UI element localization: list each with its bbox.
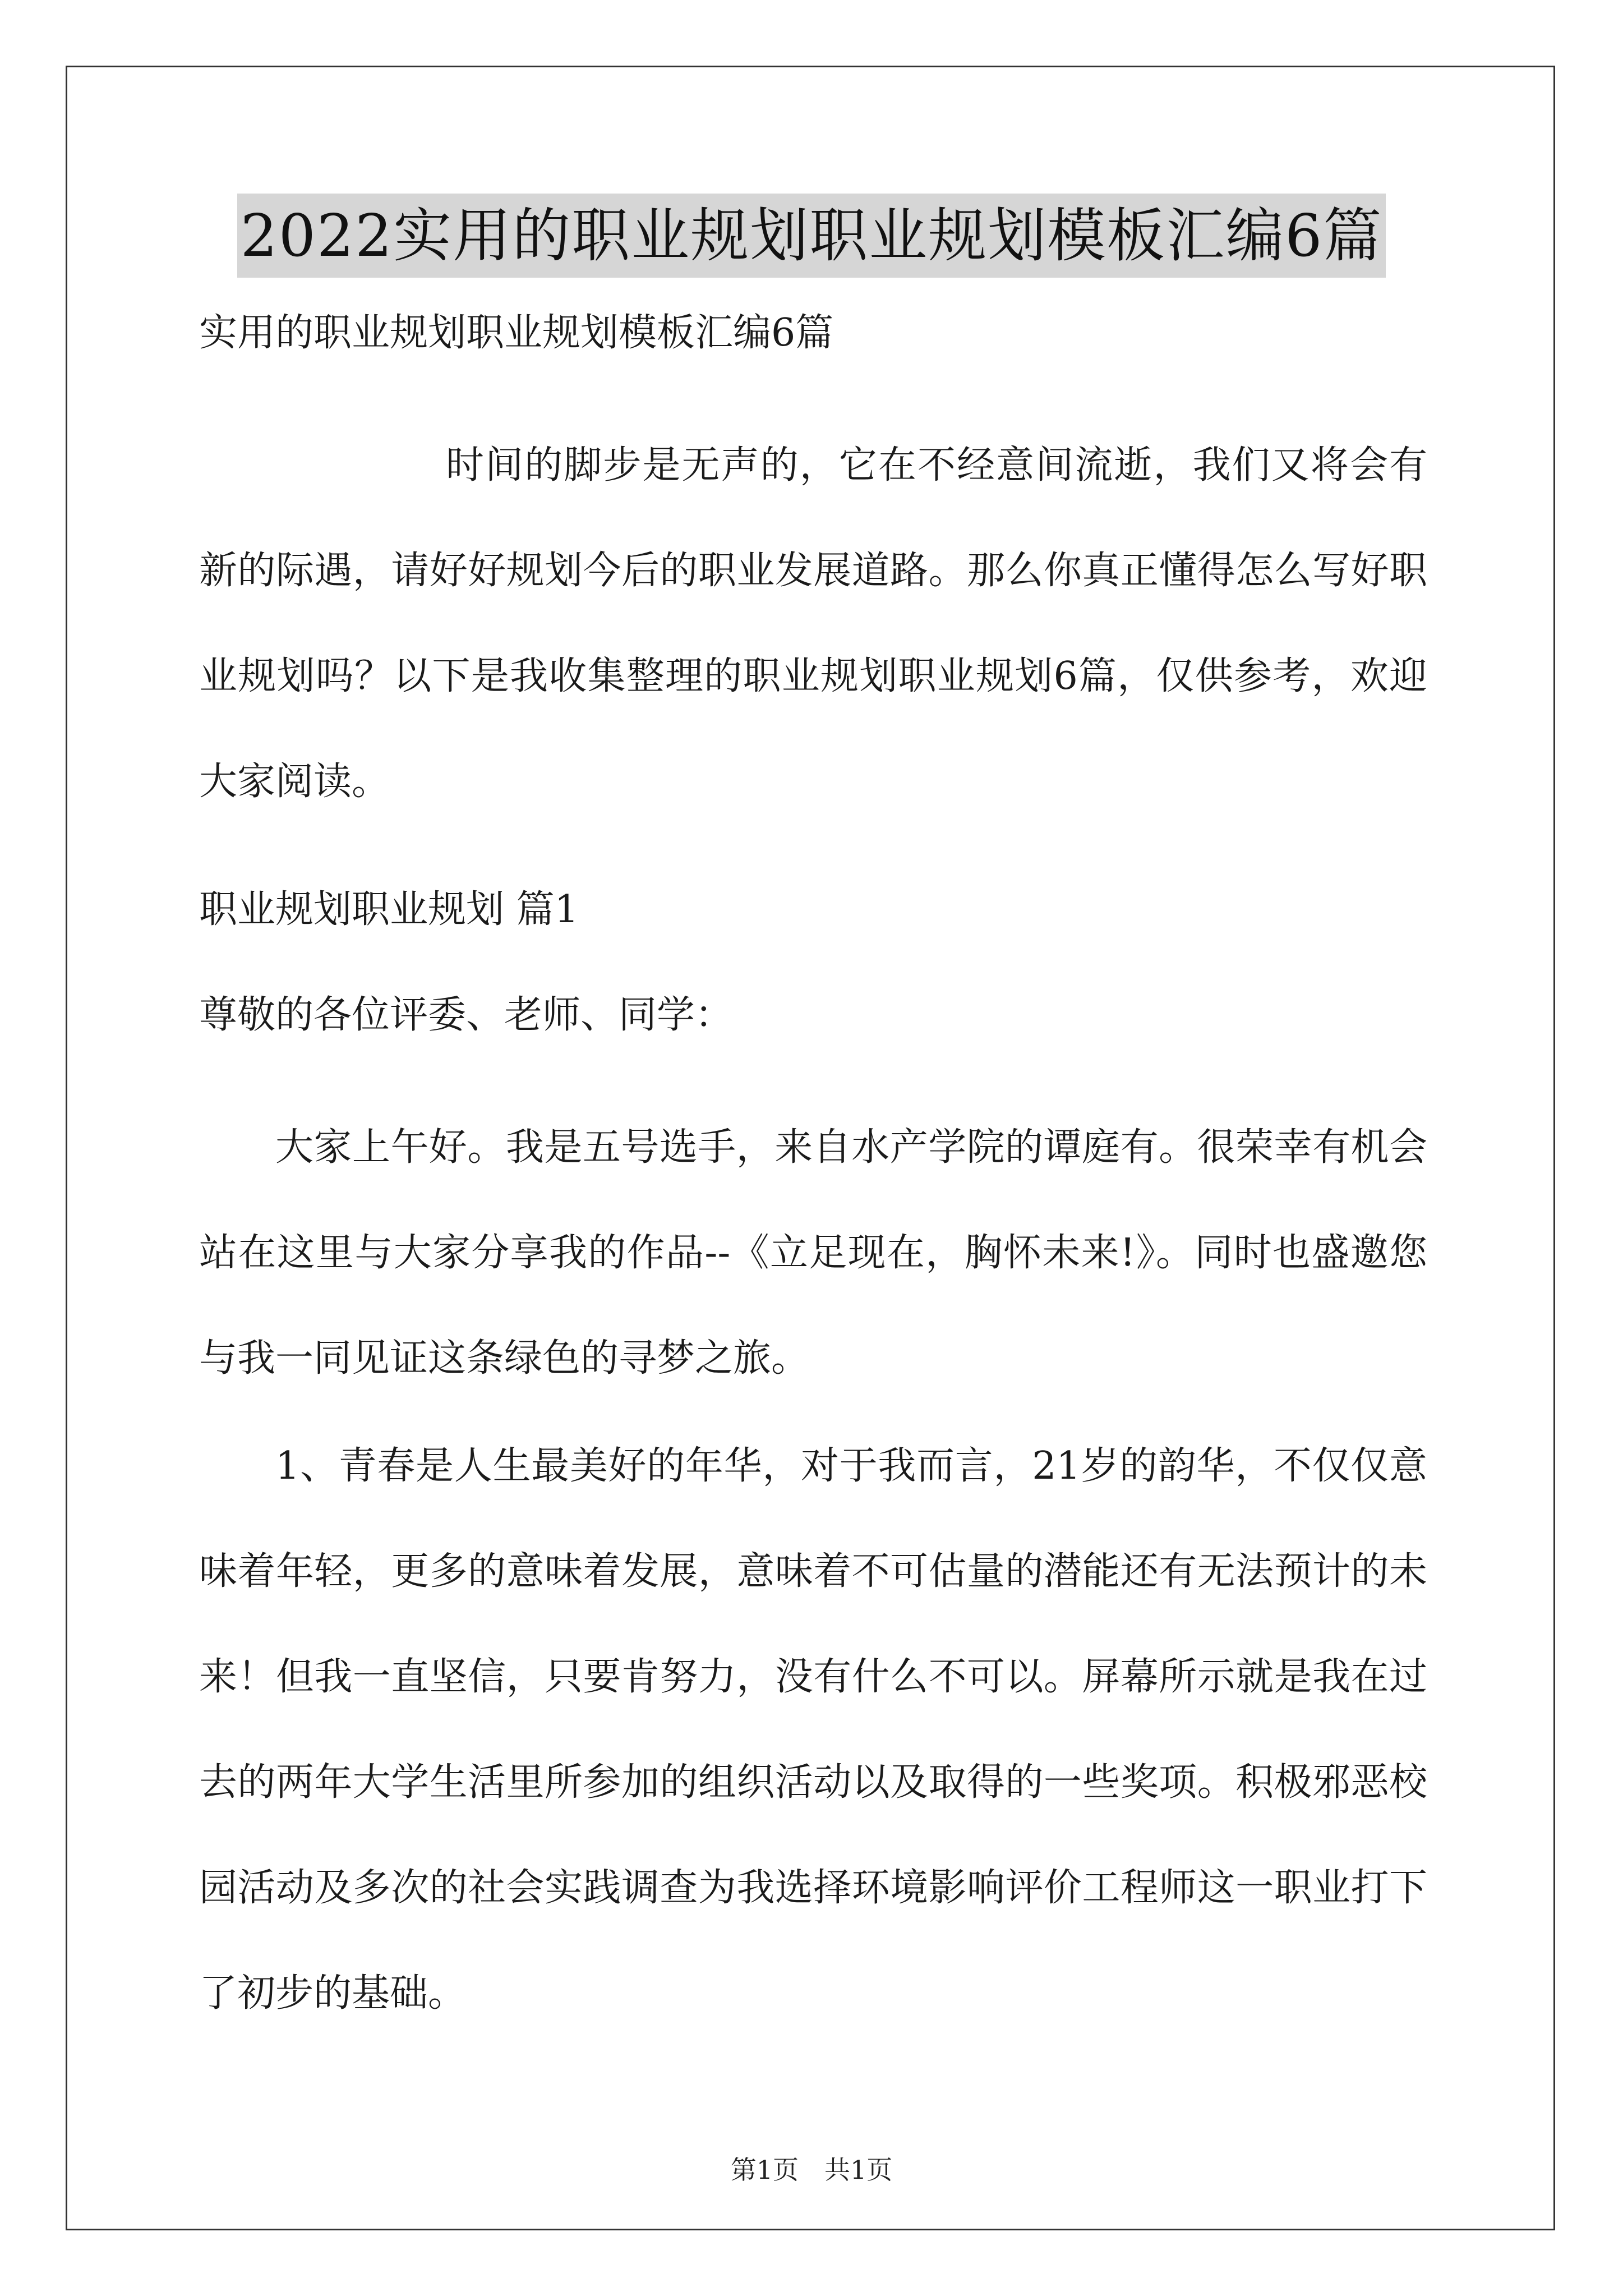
section-heading: 职业规划职业规划 篇1 — [199, 887, 579, 932]
intro-paragraph: 时间的脚步是无声的，它在不经意间流逝，我们又将会有新的际遇，请好好规划今后的职业发展道路。那么你真正懂得怎么写好职业规划吗？以下是我收集整理的职业规划职业规划6篇，仅供参考，欢迎大家阅读。 — [199, 443, 1427, 804]
title-container — [0, 194, 1623, 278]
document-subtitle: 实用的职业规划职业规划模板汇编6篇 — [199, 311, 834, 355]
greeting-line: 尊敬的各位评委、老师、同学： — [199, 993, 734, 1037]
document-title: 2022实用的职业规划职业规划模板汇编6篇 — [237, 194, 1386, 278]
document-body — [199, 307, 1427, 2046]
body-paragraph: 大家上午好。我是五号选手，来自水产学院的谭庭有。很荣幸有机会站在这里与大家分享我的作品--《立足现在，胸怀未来!》。同时也盛邀您与我一同见证这条绿色的寻梦之旅。 — [199, 1125, 1427, 1381]
page-footer: 第1页 共1页 — [730, 2155, 893, 2185]
body-paragraph: 1、青春是人生最美好的年华，对于我而言，21岁的韵华，不仅仅意味着年轻，更多的意味着发展，意味着不可估量的潜能还有无法预计的未来！但我一直坚信，只要肯努力，没有什么不可以。屏幕所示就是我在过去的两年大学生活里所参加的组织活动以及取得的一些奖项。积极邪恶校园活动及多次的社会实践调查为我选择环境影响评价工程师这一职业打下了初步的基础。 — [199, 1444, 1427, 2016]
